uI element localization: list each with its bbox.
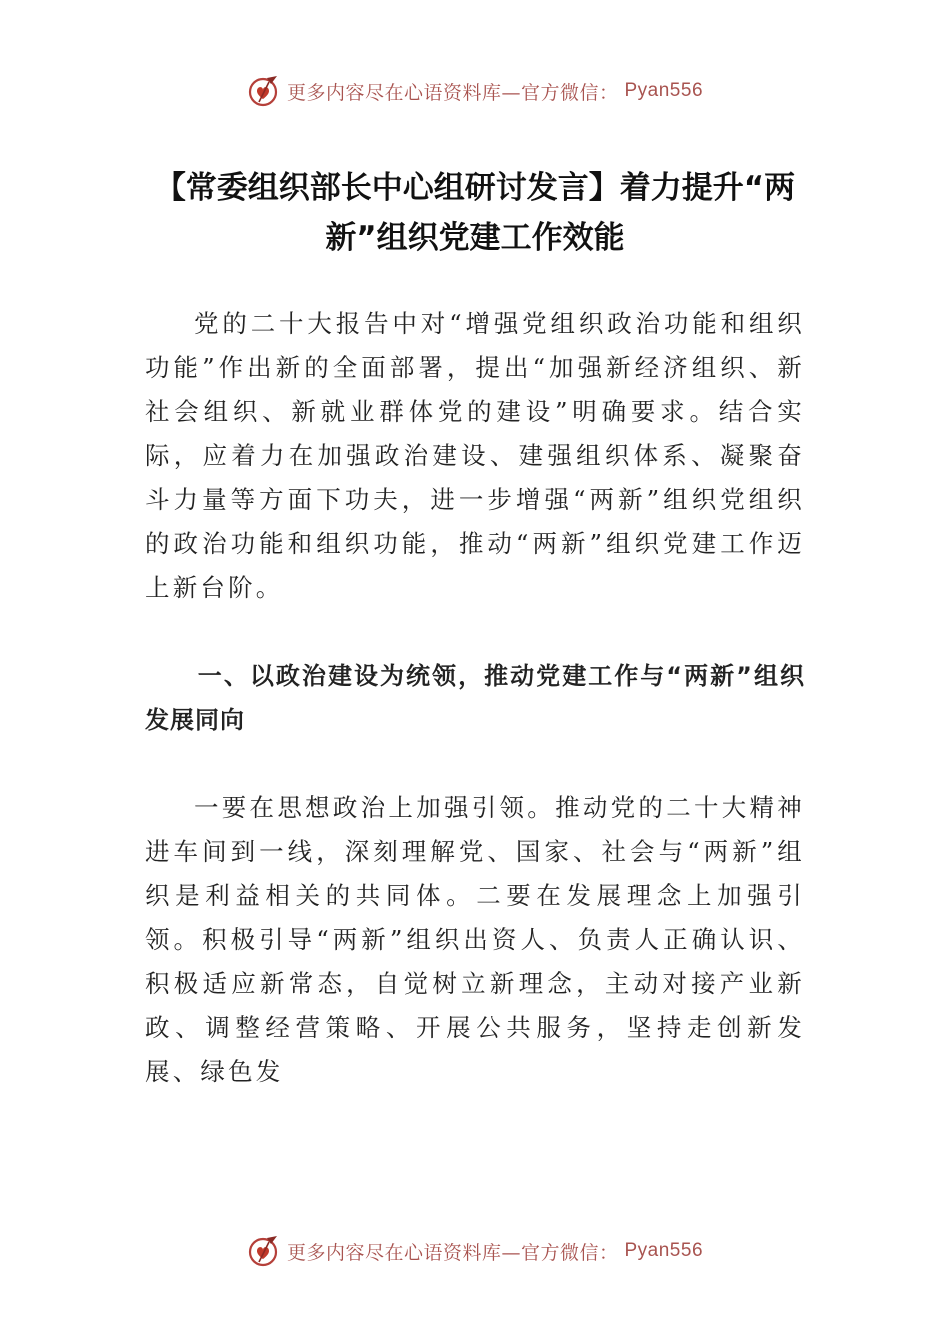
paragraph-section-1: 一要在思想政治上加强引领。推动党的二十大精神进车间到一线，深刻理解党、国家、社会与“两新”组织是利益相关的共同体。二要在发展理念上加强引领。积极引导“两新”组织出资人、负责人正确认识、积极适应新常态，自觉树立新理念，主动对接产业新政、调整经营策略、开展公共服务，坚持走创新发展、绿色发 <box>145 793 805 1086</box>
heart-pen-logo-icon <box>247 74 281 108</box>
paragraph-intro: 党的二十大报告中对“增强党组织政治功能和组织功能”作出新的全面部署，提出“加强新经济组织、新社会组织、新就业群体党的建设”明确要求。结合实际，应着力在加强政治建设、建强组织体系、凝聚奋斗力量等方面下功夫，进一步增强“两新”组织党组织的政治功能和组织功能，推动“两新”组织党建工作迈上新台阶。 <box>145 309 805 602</box>
heart-pen-logo-icon <box>247 1234 281 1268</box>
watermark-wechat-id: Pyan556 <box>624 80 704 101</box>
section-heading-1: 一、以政治建设为统领，推动党建工作与“两新”组织发展同向 <box>145 662 805 734</box>
watermark-text: 更多内容尽在心语资料库—官方微信： <box>286 1241 619 1264</box>
watermark-wechat-id: Pyan556 <box>624 1240 704 1261</box>
document-title: 【常委组织部长中心组研讨发言】着力提升“两新”组织党建工作效能 <box>154 170 796 256</box>
watermark-header <box>0 74 950 108</box>
watermark-text: 更多内容尽在心语资料库—官方微信： <box>286 81 619 104</box>
watermark-footer <box>0 1234 950 1268</box>
document-body <box>145 302 805 1094</box>
